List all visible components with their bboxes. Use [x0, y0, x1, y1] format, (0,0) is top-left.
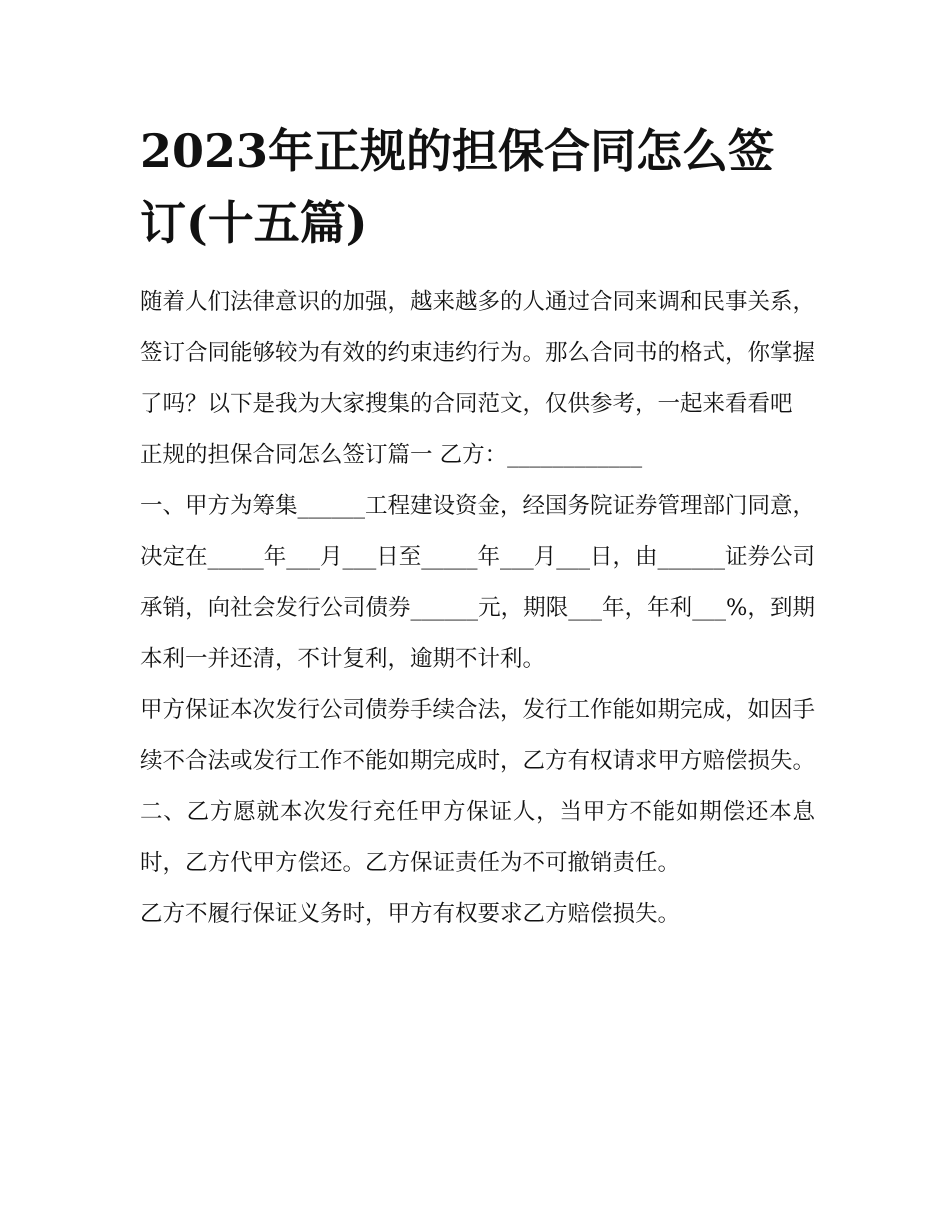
- document-title: 2023年正规的担保合同怎么签订(十五篇): [140, 124, 775, 250]
- paragraph-breach: 乙方不履行保证义务时，甲方有权要求乙方赔偿损失。: [140, 901, 681, 927]
- paragraph-issuer-guarantee: 甲方保证本次发行公司债券手续合法，发行工作能如期完成，如因手续不合法或发行工作不能如期完成时，乙方有权请求甲方赔偿损失。: [140, 697, 816, 774]
- paragraph-intro: 随着人们法律意识的加强，越来越多的人通过合同来调和民事关系，签订合同能够较为有效的约束违约行为。那么合同书的格式，你掌握了吗？以下是我为大家搜集的合同范文，仅供参考，一起来看看吧: [140, 289, 816, 417]
- paragraph-clause-one: 一、甲方为筹集______工程建设资金，经国务院证券管理部门同意，决定在_____年___月___日至_____年___月___日，由______证券公司承销，向社会发行公司债券______元，期限___年，年利___%，到期本利一并还清，不计复利，逾期不计利。: [140, 493, 816, 672]
- paragraph-section-one-heading: 正规的担保合同怎么签订篇一 乙方：____________: [140, 442, 643, 468]
- document-page: [140, 115, 815, 940]
- paragraph-clause-two: 二、乙方愿就本次发行充任甲方保证人，当甲方不能如期偿还本息时，乙方代甲方偿还。乙方保证责任为不可撤销责任。: [140, 799, 815, 876]
